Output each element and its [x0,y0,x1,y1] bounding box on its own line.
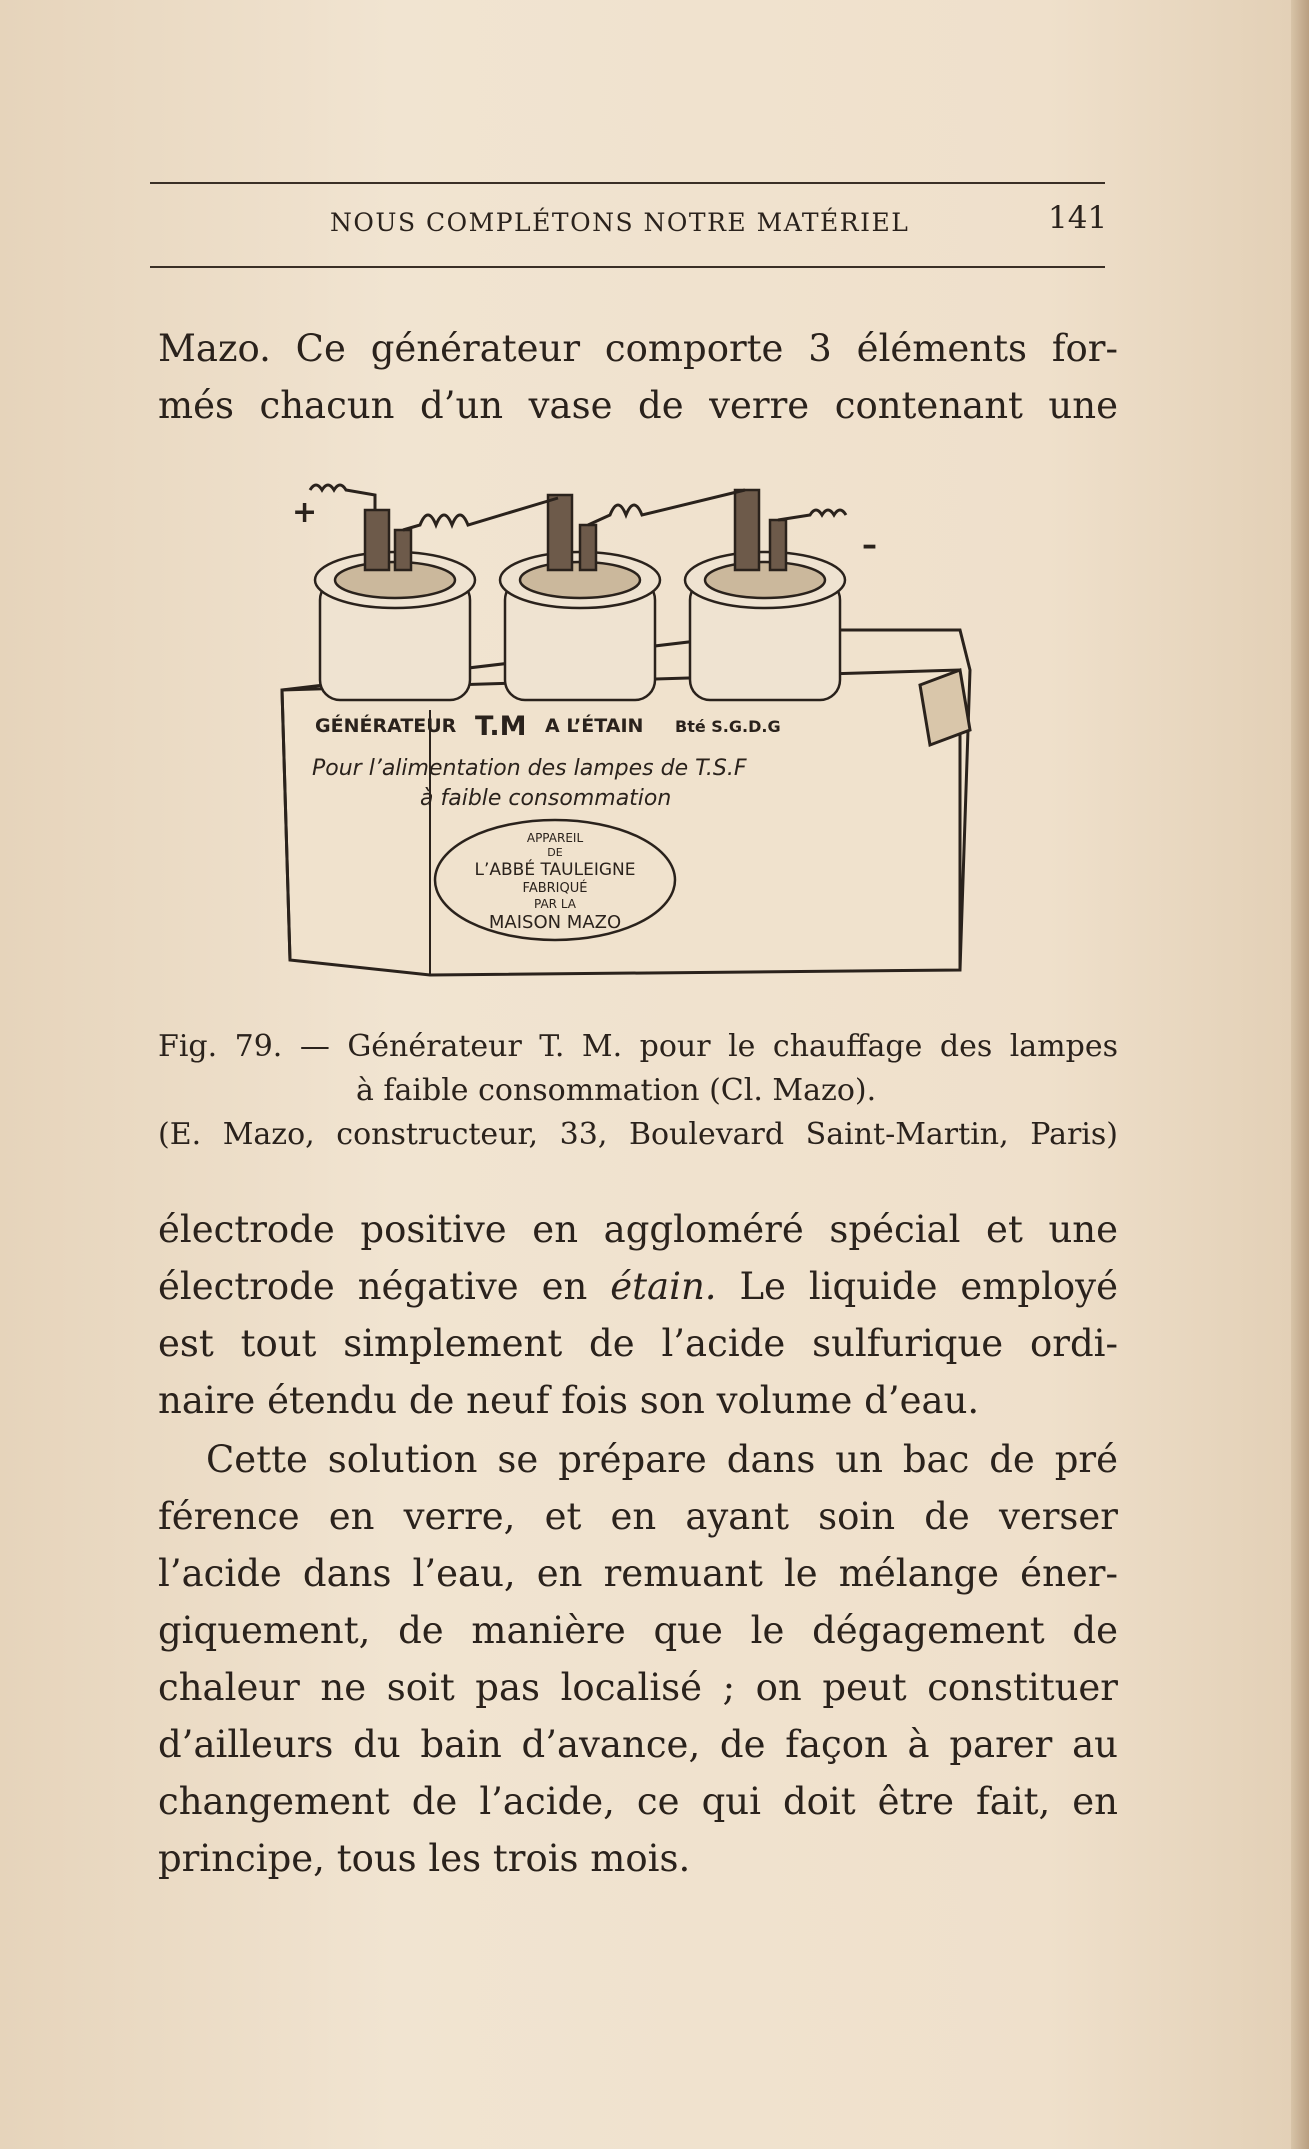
paragraph-1 [158,320,1118,434]
paragraph-3-line-7: changement de l’acide, ce qui doit être fait, en [158,1780,1118,1823]
stamp-abbe-tauleigne: L’ABBÉ TAULEIGNE [474,860,636,880]
page-number: 141 [1048,200,1108,236]
box-label-brevet: Bté S.G.D.G [675,717,781,736]
cell-1 [315,510,475,700]
paragraph-3-line-1: Cette solution se prépare dans un bac de pré [206,1438,1118,1481]
plus-terminal-sign: + [292,495,318,530]
paragraph-2-emphasis-etain: étain. [610,1265,717,1308]
header-rule-top [150,182,1105,184]
caption-line-3: (E. Mazo, constructeur, 33, Boulevard Saint-Martin, Paris) [158,1117,1118,1152]
paragraph-3-line-4: giquement, de manière que le dégagement de [158,1609,1118,1652]
paragraph-3 [158,1431,1118,1887]
cell-3 [685,490,845,700]
box-label-alimentation: Pour l’alimentation des lampes de T.S.F [312,756,747,781]
paragraph-1-line-2: més chacun d’un vase de verre contenant une [158,384,1118,427]
stamp-de: DE [547,846,563,859]
paragraph-2-line-2 [158,1258,1118,1315]
paragraph-3-line-5: chaleur ne soit pas localisé ; on peut constituer [158,1666,1118,1709]
box-label-etain: A L’ÉTAIN [545,715,644,737]
header-rule-bottom [150,266,1105,268]
stamp-fabrique: FABRIQUÉ [522,881,588,896]
paragraph-2-line-2-start: électrode négative en [158,1265,611,1308]
box-label-tm: T.M [475,711,527,742]
running-head: NOUS COMPLÉTONS NOTRE MATÉRIEL [330,208,910,237]
figure-79-generator-illustration [270,470,1000,990]
box-label-faible-consommation: à faible consommation [420,786,672,811]
paragraph-3-line-3: l’acide dans l’eau, en remuant le mélange éner- [158,1552,1118,1595]
paragraph-3-line-6: d’ailleurs du bain d’avance, de façon à parer au [158,1723,1118,1766]
cell-2 [500,495,660,700]
box-label-generateur: GÉNÉRATEUR [315,715,457,737]
caption-line-2: à faible consommation (Cl. Mazo). [356,1073,877,1108]
paragraph-2-line-1: électrode positive en aggloméré spécial et une [158,1208,1118,1251]
paragraph-3-line-2: férence en verre, et en ayant soin de verser [158,1495,1118,1538]
paragraph-2-line-3: est tout simplement de l’acide sulfurique ordi- [158,1322,1118,1365]
paragraph-2 [158,1201,1118,1429]
stamp-maison-mazo: MAISON MAZO [488,912,622,933]
stamp-appareil: APPAREIL [526,831,584,845]
paragraph-1-line-1: Mazo. Ce générateur comporte 3 éléments for- [158,327,1118,370]
paragraph-2-line-4: naire étendu de neuf fois son volume d’eau. [158,1379,980,1422]
connecting-wires [310,485,846,530]
page-edge-shadow [1291,0,1309,2149]
stamp-par-la: PAR LA [534,897,576,911]
paragraph-3-line-8: principe, tous les trois mois. [158,1837,691,1880]
minus-terminal-sign: – [862,528,877,563]
caption-line-1: Fig. 79. — Générateur T. M. pour le chauffage des lampes [158,1029,1118,1064]
paragraph-2-line-2-end: Le liquide employé [716,1265,1118,1308]
figure-caption [158,1025,1118,1157]
